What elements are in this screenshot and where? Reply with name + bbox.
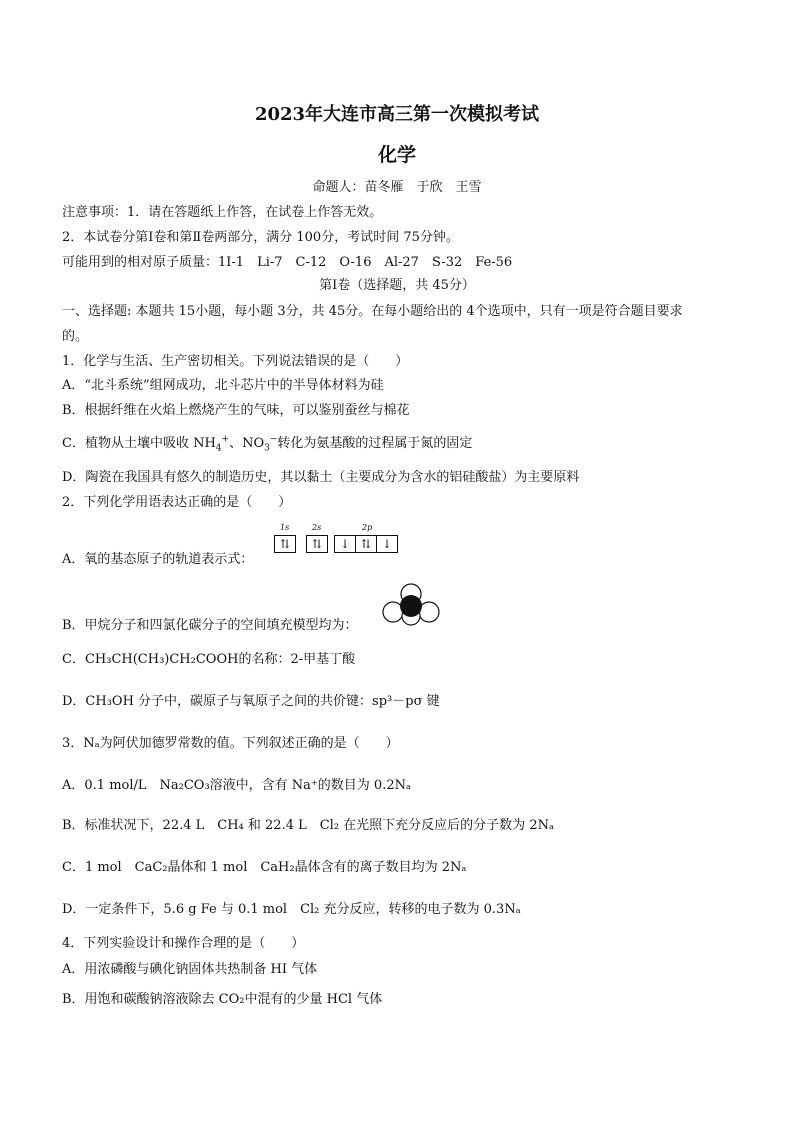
q2-option-a: A．氧的基态原子的轨道表示式： xyxy=(62,552,254,567)
section-intro-1: 一、选择题: 本题共 15小题，每小题 3分，共 45分。在每小题给出的 4个选项中，只有一项是符合题目要求 xyxy=(62,304,683,319)
q1-option-d: D．陶瓷在我国具有悠久的制造历史，其以黏土（主要成分为含水的铝硅酸盐）为主要原料 xyxy=(62,470,580,485)
q1-option-c: C．植物从土壤中吸收 $NH_4^+$、$NO_3^-$转化为氨基酸的过程属于氮的固定 xyxy=(62,434,473,454)
q4-option-b: B．用饱和碳酸钠溶液除去 CO₂中混有的少量 HCl 气体 xyxy=(62,992,383,1007)
q4-stem: 4．下列实验设计和操作合理的是（ ） xyxy=(62,936,305,951)
orbital-box-2p: ↓ ⇅ ↓ xyxy=(334,535,398,553)
section-intro-2: 的。 xyxy=(62,329,89,344)
orbital-diagram xyxy=(272,523,404,555)
atomic-mass-line: 可能用到的相对原子质量：1I-1 Li-7 C-12 O-16 Al-27 S-32 Fe-56 xyxy=(62,255,513,270)
orbital-label-1s: 1s xyxy=(280,523,290,532)
subject-title: 化学 xyxy=(377,144,416,166)
q2-option-d: D．CH₃OH 分子中，碳原子与氧原子之间的共价键：sp³－pσ 键 xyxy=(62,694,440,709)
q1-option-a: A．“北斗系统”组网成功，北斗芯片中的半导体材料为硅 xyxy=(62,378,384,393)
space-filling-model xyxy=(381,582,441,626)
orbital-box-1s: ⇅ xyxy=(274,535,296,553)
q3-option-a: A．0.1 mol/L Na₂CO₃溶液中，含有 Na⁺的数目为 0.2Nₐ xyxy=(62,778,411,793)
orbital-box-2s: ⇅ xyxy=(306,535,328,553)
orbital-label-2p: 2p xyxy=(362,523,373,532)
notes-line-1: 注意事项：1．请在答题纸上作答，在试卷上作答无效。 xyxy=(62,205,383,220)
orbital-label-2s: 2s xyxy=(312,523,322,532)
notes-line-2: 2．本试卷分第Ⅰ卷和第Ⅱ卷两部分，满分 100分，考试时间 75分钟。 xyxy=(62,230,459,245)
q4-option-a: A．用浓磷酸与碘化钠固体共热制备 HI 气体 xyxy=(62,962,318,977)
q1-option-c-pre: C．植物从土壤中吸收 NH xyxy=(62,436,216,451)
q1-option-c-post: 转化为氨基酸的过程属于氮的固定 xyxy=(277,436,473,451)
q2-option-b: B．甲烷分子和四氯化碳分子的空间填充模型均为： xyxy=(62,618,358,633)
q2-option-c: C．CH₃CH(CH₃)CH₂COOH的名称：2-甲基丁酸 xyxy=(62,652,356,667)
exam-title: 2023年大连市高三第一次模拟考试 xyxy=(254,104,540,125)
q1-option-b: B．根据纤维在火焰上燃烧产生的气味，可以鉴别蚕丝与棉花 xyxy=(62,403,410,418)
q3-option-c: C．1 mol CaC₂晶体和 1 mol CaH₂晶体含有的离子数目均为 2Nₐ xyxy=(62,860,467,875)
q1-stem: 1．化学与生活、生产密切相关。下列说法错误的是（ ） xyxy=(62,354,409,369)
section-heading: 第Ⅰ卷（选择题，共 45分） xyxy=(319,278,475,293)
q3-option-b: B．标准状况下，22.4 L CH₄ 和 22.4 L Cl₂ 在光照下充分反应后的分子数为 2Nₐ xyxy=(62,818,554,833)
authors-line: 命题人：苗冬雁 于欣 王雪 xyxy=(312,180,482,195)
q1-option-c-mid: 、NO xyxy=(229,436,265,451)
q3-option-d: D．一定条件下，5.6 g Fe 与 0.1 mol Cl₂ 充分反应，转移的电子数为 0.3Nₐ xyxy=(62,902,521,917)
q2-stem: 2．下列化学用语表达正确的是（ ） xyxy=(62,495,292,510)
q3-stem: 3．Nₐ为阿伏加德罗常数的值。下列叙述正确的是（ ） xyxy=(62,736,399,751)
